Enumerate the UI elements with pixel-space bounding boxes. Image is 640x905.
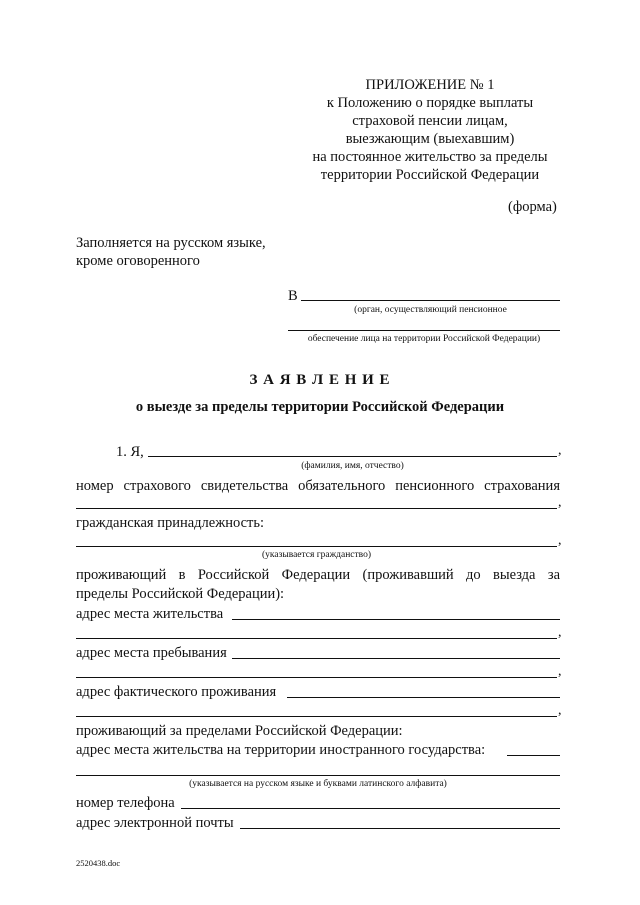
footer-doc-id: 2520438.doc (76, 858, 121, 868)
appendix-line: выезжающим (выехавшим) (345, 131, 515, 147)
email-label: адрес электронной почты (76, 815, 234, 831)
stay-address-line2[interactable] (76, 677, 557, 678)
foreign-address-line2[interactable] (76, 775, 560, 776)
form-label: (форма) (508, 199, 557, 215)
fill-note-line1: Заполняется на русском языке, (76, 235, 266, 251)
stay-address-line[interactable] (232, 658, 560, 659)
foreign-address-label: адрес места жительства на территории иностранного государства: (76, 742, 486, 758)
comma: , (558, 625, 562, 640)
citizenship-label: гражданская принадлежность: (76, 515, 265, 531)
comma: , (558, 664, 562, 679)
comma: , (558, 495, 562, 510)
actual-address-label: адрес фактического проживания (76, 684, 277, 700)
appendix-line: на постоянное жительство за пределы (312, 149, 548, 165)
comma: , (558, 703, 562, 718)
snils-label: номер страхового свидетельства обязательного пенсионного страхования (76, 478, 560, 494)
abroad-label: проживающий за пределами Российской Федерации: (76, 723, 403, 739)
residing-line1: проживающий в Российской Федерации (проживавший до выезда за (76, 567, 560, 583)
citizenship-field-line[interactable] (76, 546, 557, 547)
email-field-line[interactable] (240, 828, 560, 829)
citizenship-hint: (указывается гражданство) (261, 550, 372, 560)
fio-hint: (фамилия, имя, отчество) (301, 461, 404, 471)
snils-field-line[interactable] (76, 508, 557, 509)
residence-address-line[interactable] (232, 619, 560, 620)
residence-address-label: адрес места жительства (76, 606, 224, 622)
fio-field-line[interactable] (148, 456, 557, 457)
foreign-address-hint: (указывается на русском языке и буквами латинского алфавита) (189, 779, 447, 789)
addressee-prefix: В (288, 288, 298, 304)
document-subtitle: о выезде за пределы территории Российской Федерации (135, 399, 505, 415)
comma: , (558, 533, 562, 548)
fio-prefix: 1. Я, (116, 444, 144, 460)
addressee-hint1: (орган, осуществляющий пенсионное (354, 305, 507, 315)
phone-field-line[interactable] (181, 808, 560, 809)
addressee-field-line2[interactable] (288, 330, 560, 331)
phone-label: номер телефона (76, 795, 175, 811)
foreign-address-line[interactable] (507, 755, 560, 756)
appendix-block (300, 76, 560, 184)
appendix-line: к Положению о порядке выплаты (326, 95, 534, 111)
appendix-line: страховой пенсии лицам, (352, 113, 508, 129)
addressee-field-line[interactable] (301, 300, 560, 301)
residence-address-line2[interactable] (76, 638, 557, 639)
stay-address-label: адрес места пребывания (76, 645, 227, 661)
appendix-title: ПРИЛОЖЕНИЕ № 1 (365, 77, 495, 93)
actual-address-line2[interactable] (76, 716, 557, 717)
actual-address-line[interactable] (287, 697, 560, 698)
document-title: З А Я В Л Е Н И Е (249, 372, 391, 388)
appendix-line: территории Российской Федерации (320, 167, 540, 183)
comma: , (558, 443, 562, 458)
residing-line2: пределы Российской Федерации): (76, 586, 285, 602)
addressee-hint2: обеспечение лица на территории Российской Федерации) (307, 334, 541, 344)
fill-note-line2: кроме оговоренного (76, 253, 200, 269)
